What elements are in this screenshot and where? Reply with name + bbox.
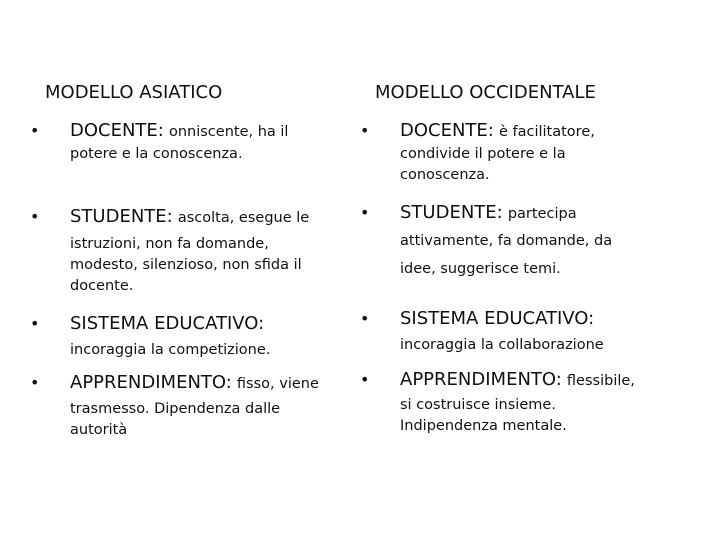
term-docente: DOCENTE:: [70, 120, 164, 141]
description-line: autorità: [70, 422, 128, 438]
heading-western-model: MODELLO OCCIDENTALE: [375, 82, 596, 103]
description-line: condivide il potere e la: [400, 146, 566, 162]
description-line: incoraggia la collaborazione: [400, 337, 604, 353]
bullet-icon: •: [30, 121, 40, 140]
bullet-icon: •: [360, 309, 370, 328]
term-apprendimento: APPRENDIMENTO:: [70, 372, 232, 393]
description-line: si costruisce insieme.: [400, 397, 556, 413]
description-line: potere e la conoscenza.: [70, 146, 243, 162]
description-first: fisso, viene: [236, 376, 319, 392]
description-rest: [70, 399, 345, 441]
term-docente: DOCENTE:: [400, 120, 494, 141]
bullet-icon: •: [360, 203, 370, 222]
term-sistema-educativo: SISTEMA EDUCATIVO:: [70, 313, 265, 334]
term-studente: STUDENTE:: [400, 202, 503, 223]
description-line: istruzioni, non fa domande,: [70, 236, 269, 252]
description-line: trasmesso. Dipendenza dalle: [70, 401, 281, 417]
description-line: docente.: [70, 278, 134, 294]
description-rest: [70, 144, 345, 165]
bullet-icon: •: [360, 370, 370, 389]
description-rest: [400, 227, 675, 283]
description-rest: [400, 395, 675, 437]
heading-asian-model: MODELLO ASIATICO: [45, 82, 223, 103]
description-line: modesto, silenzioso, non sfida il: [70, 257, 302, 273]
description-rest: [400, 335, 675, 356]
description-line: idee, suggerisce temi.: [400, 261, 561, 277]
term-sistema-educativo: SISTEMA EDUCATIVO:: [400, 308, 595, 329]
description-first: ascolta, esegue le: [177, 210, 310, 226]
bullet-icon: •: [30, 207, 40, 226]
bullet-icon: •: [30, 373, 40, 392]
description-first: onniscente, ha il: [168, 124, 289, 140]
description-line: incoraggia la competizione.: [70, 342, 271, 358]
term-studente: STUDENTE:: [70, 206, 173, 227]
description-line: conoscenza.: [400, 167, 490, 183]
description-line: attivamente, fa domande, da: [400, 233, 613, 249]
description-line: Indipendenza mentale.: [400, 418, 567, 434]
term-apprendimento: APPRENDIMENTO:: [400, 369, 562, 390]
description-rest: [400, 144, 675, 186]
description-rest: [70, 340, 345, 361]
bullet-icon: •: [360, 121, 370, 140]
description-first: flessibile,: [566, 373, 635, 389]
description-first: è facilitatore,: [498, 124, 595, 140]
description-first: partecipa: [507, 206, 577, 222]
description-rest: [70, 234, 345, 297]
bullet-icon: •: [30, 314, 40, 333]
